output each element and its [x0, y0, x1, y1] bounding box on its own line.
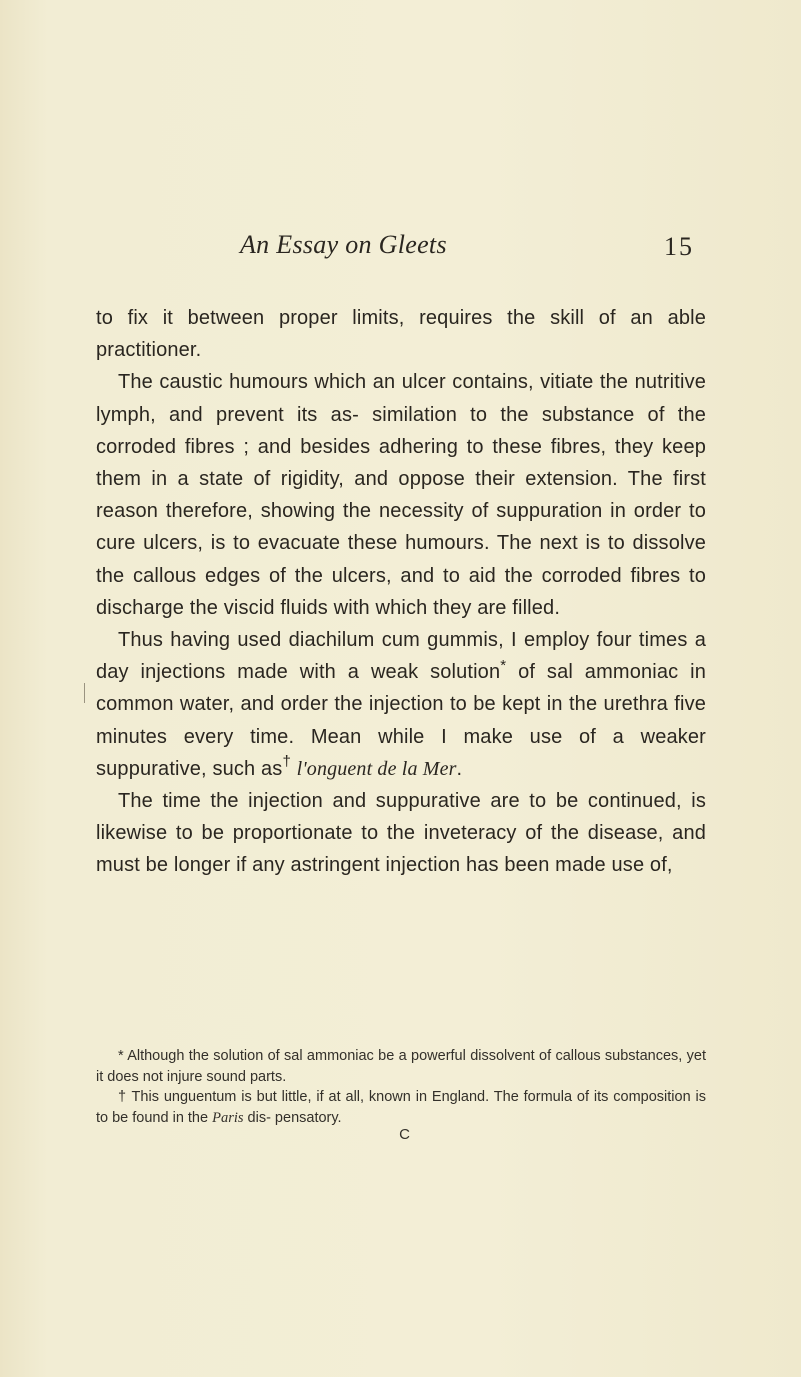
- paragraph: [96, 624, 706, 785]
- paragraph-text: of sal ammoniac in common water, and order the injection to be kept in the urethra five minutes every time. Mean while I make use of a weaker suppurative, such as: [96, 661, 706, 780]
- margin-mark: [84, 683, 85, 703]
- page-header: [96, 230, 706, 270]
- body-text: [96, 302, 706, 882]
- footnote-text: dis- pensatory.: [243, 1109, 342, 1126]
- running-title: An Essay on Gleets: [240, 230, 447, 259]
- paragraph-text: Thus having used diachilum cum gummis, I employ four times a day injections made with a weak solution: [96, 629, 706, 684]
- paragraph: to fix it between proper limits, requires the skill of an able practitioner.: [96, 307, 706, 362]
- italic-title: l'onguent de la Mer: [296, 757, 457, 780]
- paragraph-text: .: [456, 757, 463, 780]
- footnote: [96, 1087, 706, 1128]
- footnotes: [96, 1046, 706, 1128]
- italic-title: Paris: [212, 1109, 244, 1126]
- footnote-mark: *: [500, 656, 507, 674]
- footnote-mark: †: [282, 753, 291, 771]
- footnote-text: † This unguentum is but little, if at all, known in England. The formula of its composition is to be found in the: [96, 1089, 706, 1126]
- paragraph: The caustic humours which an ulcer contains, vitiate the nutritive lymph, and prevent its as- similation to the substance of the corroded fibres ; and besides adhering to these fibres, they keep them in a state of rigidity, and oppose their extension. The first reason therefore, showing the necessity of suppuration in order to cure ulcers, is to evacuate these humours. The next is to dissolve the callous edges of the ulcers, and to aid the corroded fibres to discharge the viscid fluids with which they are filled.: [96, 371, 706, 619]
- signature-mark: C: [399, 1126, 410, 1143]
- paragraph: The time the injection and suppurative are to be continued, is likewise to be proportionate to the inveteracy of the disease, and must be longer if any astringent injection has been made use of,: [96, 790, 706, 877]
- footnote: * Although the solution of sal ammoniac be a powerful dissolvent of callous substances, yet it does not injure sound parts.: [96, 1048, 706, 1085]
- page-number: 15: [664, 232, 694, 261]
